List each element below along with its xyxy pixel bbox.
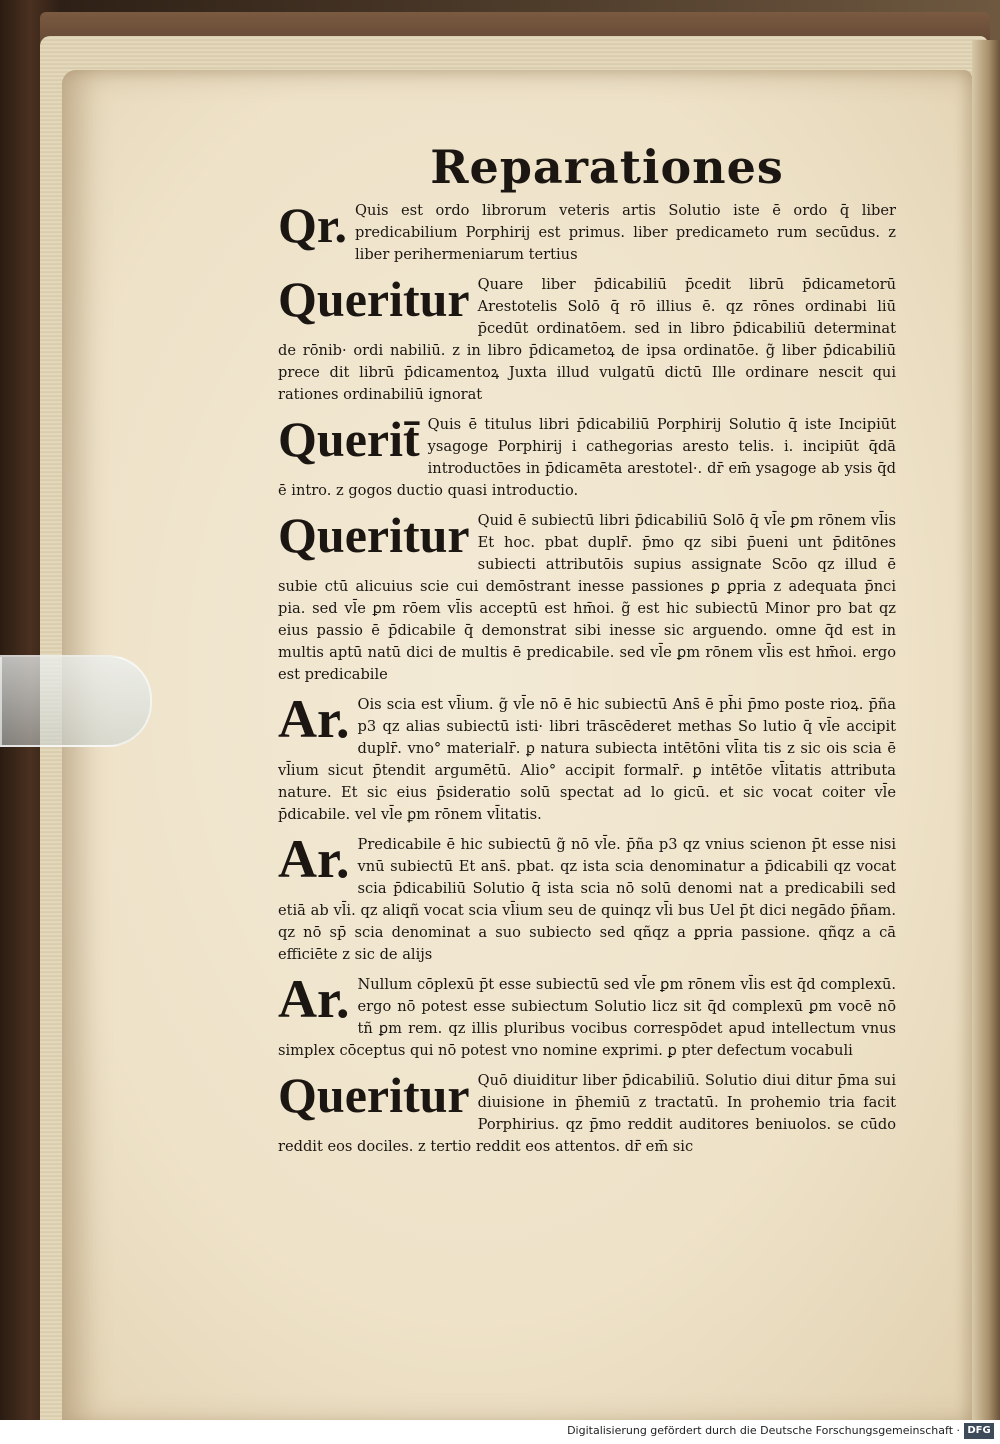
bookmark-clip [0,655,152,747]
paragraph-lead: Querit̄ [278,411,420,467]
paragraph-lead: Ar. [278,969,350,1029]
paragraph-lead: Ar. [278,689,350,749]
paragraph-lead: Queritur [278,507,470,563]
paragraph-1 [278,197,896,266]
paragraph-4 [278,507,896,686]
footer-bar [0,1420,1000,1444]
page-text-block [278,140,896,1166]
paragraph-text: Ois scia est vl̄ium. g̃ vl̄e nō ē hic subiectū Ans̄ ē ph̄i p̄mo poste rioꝝ. p̄ña p3 qz alias subiectū isti· libri trāscēderet methas So lutio q̄ vl̄e accipit duplr̄. vno° materialr̄. ꝑ natura subiecta intētōni vl̄ita tis z sic ois scia ē vl̄ium sicut p̄tendit argumētū. Alio° accipit formalr̄. ꝑ intētōe vl̄itatis attributa nature. Et sic eius p̄sideratio solū spectat ad lo gicū. et sic vocat coiter vl̄e p̄dicabile. vel vl̄e ꝑm rōnem vl̄itatis. [278,696,896,823]
paragraph-2 [278,271,896,406]
paragraph-lead: Ar. [278,829,350,889]
paragraph-text: Quare liber p̄dicabiliū p̄cedit librū p̄dicametorū Arestotelis Solō q̄ rō illius ē. qz rōnes ordinabi liū p̄cedūt ordinatōem. sed in libro p̄dicabiliū determinat de rōnib· ordi nabiliū. z in libro p̄dicametoꝝ de ipsa ordinatōe. g̃ liber p̄dicabiliū prece dit librū p̄dicamentoꝝ Juxta illud vulgatū dictū Ille ordinare nescit qui rationes ordinabiliū ignorat [278,276,896,403]
paragraph-7 [278,969,896,1062]
footer-credit: Digitalisierung gefördert durch die Deutsche Forschungsgemeinschaft · [567,1424,960,1437]
page-title: Reparationes [430,140,784,194]
paragraph-8 [278,1067,896,1158]
paragraph-3 [278,411,896,502]
book-edge-right [972,40,1000,1430]
paragraph-5 [278,689,896,826]
paragraph-text: Predicabile ē hic subiectū g̃ nō vl̄e. p̄ña p3 qz vnius scienon p̄t esse nisi vnū subiectū Et ans̄. pbat. qz ista scia denominatur a p̄dicabili qz vocat scia p̄dicabiliū Solutio q̄ ista scia nō solū denomi nat a predicabili sed etiā ab vl̄i. qz aliqñ vocat scia vl̄ium seu de quinqz vl̄i bus Uel p̄t dici negādo p̄ñam. qz nō sp̄ scia denominat a suo subiecto sed qñqz a ꝑpria passione. qñqz a cā efficiēte z sic de alijs [278,836,896,963]
paragraph-lead: Qr. [278,197,347,253]
paragraph-lead: Queritur [278,271,470,327]
paragraph-6 [278,829,896,966]
paragraph-text: Quis est ordo librorum veteris artis Solutio iste ē ordo q̄ liber predicabilium Porphirij est primus. liber predicameto rum secūdus. z liber perihermeniarum tertius [355,202,896,263]
paragraph-text: Quid ē subiectū libri p̄dicabiliū Solō q̄ vl̄e ꝑm rōnem vl̄is Et hoc. pbat duplr̄. p̄mo qz sibi p̄ueni unt p̄ditōnes subiecti attributōis supius assignate Scōo qz illud ē subie ctū alicuius scie cui demōstrant inesse passiones ꝑ ꝑpria z adequata p̄nci pia. sed vl̄e ꝑm rōem vl̄is acceptū est hm̄oi. g̃ est hic subiectū Minor pro bat qz eius passio ē p̄dicabile q̄ demonstrat sibi inesse sic arguendo. omne q̄d est in multis aptū natū dici de multis ē predicabile. sed vl̄e ꝑm rōnem vl̄is est hm̄oi. ergo est predicabile [278,512,896,683]
paragraph-text: Nullum cōplexū p̄t esse subiectū sed vl̄e ꝑm rōnem vl̄is est q̄d complexū. ergo nō potest esse subiectum Solutio licz sit q̄d complexū ꝑm vocē nō tñ ꝑm rem. qz illis pluribus vocibus correspōdet apud intellectum vnus simplex cōceptus qui nō potest vno nomine exprimi. ꝑ pter defectum vocabuli [278,976,896,1059]
paragraph-text: Quō diuiditur liber p̄dicabiliū. Solutio diui ditur p̄ma sui diuisione in p̄hemiū z tractatū. In prohemio tria facit Porphirius. qz p̄mo reddit auditores beniuolos. se cūdo reddit eos dociles. z tertio reddit eos attentos. dr̄ em̄ sic [278,1072,896,1155]
paragraph-lead: Queritur [278,1067,470,1123]
paragraph-text: Quis ē titulus libri p̄dicabiliū Porphirij Solutio q̄ iste Incipiūt ysagoge Porphirij i cathegorias aresto telis. i. incipiūt q̄dā introductōes in p̄dicamēta arestotel·. dr̄ em̄ ysagoge ab ysis q̄d ē intro. z gogos ductio quasi introductio. [278,416,896,499]
dfg-logo-icon: DFG [964,1423,994,1439]
